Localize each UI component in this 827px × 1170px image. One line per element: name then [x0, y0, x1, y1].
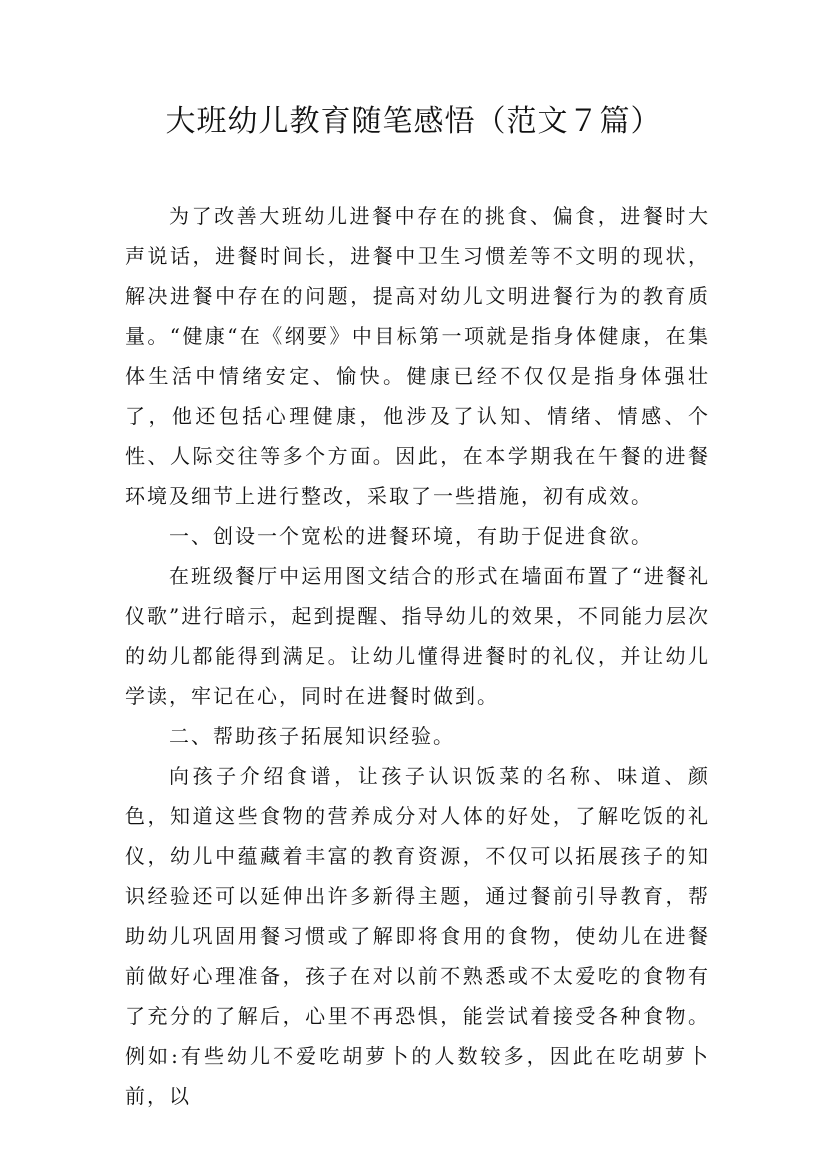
document-title: 大班幼儿教育随笔感悟（范文７篇）: [165, 104, 662, 139]
paragraph-environment: 在班级餐厅中运用图文结合的形式在墙面布置了“进餐礼仪歌”进行暗示，起到提醒、指导幼儿的效果，不同能力层次的幼儿都能得到满足。让幼儿懂得进餐时的礼仪，并让幼儿学读，牢记在心，同时在进餐时做到。: [125, 564, 710, 708]
section-heading-2: 二、帮助孩子拓展知识经验。: [169, 724, 455, 748]
document-body: [125, 196, 710, 1116]
paragraph-intro: 为了改善大班幼儿进餐中存在的挑食、偏食，进餐时大声说话，进餐时间长，进餐中卫生习惯差等不文明的现状，解决进餐中存在的问题，提高对幼儿文明进餐行为的教育质量。“健康“在《纲要》中目标第一项就是指身体健康，在集体生活中情绪安定、愉快。健康已经不仅仅是指身体强壮了，他还包括心理健康，他涉及了认知、情绪、情感、个性、人际交往等多个方面。因此，在本学期我在午餐的进餐环境及细节上进行整改，采取了一些措施，初有成效。: [125, 204, 710, 508]
section-heading-1: 一、创设一个宽松的进餐环境，有助于促进食欲。: [169, 524, 653, 548]
paragraph-knowledge: 向孩子介绍食谱，让孩子认识饭菜的名称、味道、颜色，知道这些食物的营养成分对人体的好处，了解吃饭的礼仪，幼儿中蕴藏着丰富的教育资源，不仅可以拓展孩子的知识经验还可以延伸出许多新得主题，通过餐前引导教育，帮助幼儿巩固用餐习惯或了解即将食用的食物，使幼儿在进餐前做好心理准备，孩子在对以前不熟悉或不太爱吃的食物有了充分的了解后，心里不再恐惧，能尝试着接受各种食物。例如:有些幼儿不爱吃胡萝卜的人数较多，因此在吃胡萝卜前，以: [125, 764, 710, 1108]
